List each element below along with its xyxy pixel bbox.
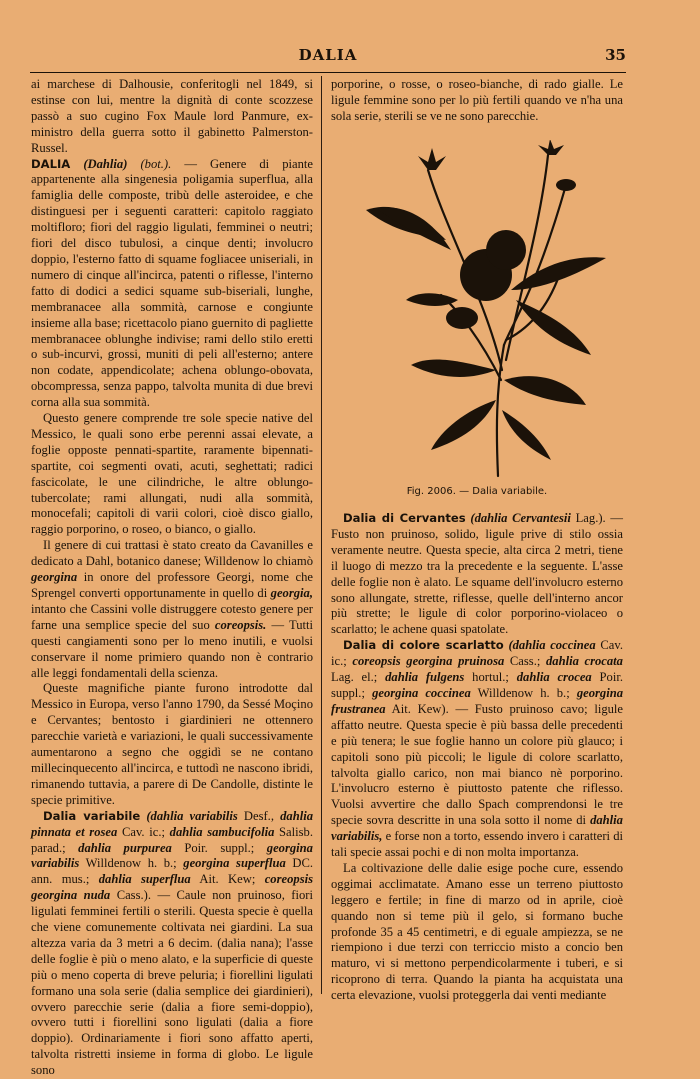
synonym: dahlia pinnata et rosea [31, 808, 313, 839]
paragraph-text: porporine, o rosse, o roseo-bianche, di rado gialle. Le ligule femmine sono per lo più fertili quando ve n'ha una sola serie, sterili se ve ne sono parecchie. [331, 77, 623, 123]
authority: Cass.; [509, 654, 541, 669]
text: — Tutti questi cangiamenti sono per lo meno inutili, e vuolsi conservare il nome primiero quando non è contrario alle leggi fondamentali della scienza. [31, 617, 313, 680]
dahlia-figure [336, 140, 620, 480]
paragraph-text: Queste magnifiche piante furono introdotte dal Messico in Europa, verso l'anno 1790, da Sessé Moçino e Cervantes; bentosto i giardinieri ne ottennero parecchie varietà e variazioni, le quali successivamente aumentarono a segno che oggidì se ne contano millecinquecento all'incirca, e tuttodì ne nascono ibridi, rimanendo tuttavia, a parere di De Candolle, distinte le specie primitive. [31, 681, 313, 807]
synonym: coreopsis georgina nuda [31, 872, 313, 903]
paragraph [31, 77, 313, 157]
synonym: georgina variabilis [31, 840, 313, 871]
text: Il genere di cui trattasi è stato creato da Cavanilles e dedicato a Dahl, botanico danese; Willdenow lo chiamò [31, 538, 313, 569]
synonym: georgina frustranea [331, 685, 624, 716]
authority: Cav. ic.; [331, 638, 623, 669]
column-divider [321, 76, 322, 994]
synonym: dahlia superflua [98, 872, 191, 887]
authority: Lag. el.; [331, 670, 378, 685]
paragraph [31, 538, 313, 681]
authority: Salisb. parad.; [31, 824, 313, 855]
entry-dalia [31, 157, 313, 412]
synonym: dahlia crocata [545, 654, 623, 669]
synonym: dahlia sambucifolia [169, 824, 275, 839]
entry-abbrev: (bot.). [140, 156, 172, 171]
entry-text: e forse non a torto, essendo invero i caratteri di tali specie assai pochi e di non molta importanza. [331, 829, 623, 860]
authority: hortul.; [472, 670, 509, 685]
entry-text: — Caule non pruinoso, fiori ligulati femminei fertili o sterili. Questa specie è quella che viene comunemente coltivata nei giardini. La sua altezza varia da 3 metri a 6 decim. (dalia nana); l'asse delle foglie è più o meno alato, e la superficie di queste più o meno coperta di breve peluria; i fiorellini ligulati formano una sola serie (dalia semplice dei giardinieri), ovvero parecchie serie (dalia a fiore semi-doppio), ovvero tutti i fiorellini sono ligulati (dalia a fiore doppio). Ordinariamente i fiori sono affatto aperti, talvolta ristretti insieme in forma di globo. Le ligule sono [31, 888, 313, 1078]
latin-term: georgina [31, 570, 78, 585]
figure-caption: Fig. 2006. — Dalia variabile. [406, 486, 548, 497]
right-column-top [331, 77, 623, 125]
synonym: dahlia crocea [516, 670, 592, 685]
entry-heading: DALIA [31, 156, 71, 171]
paragraph [331, 77, 623, 125]
synonym: (dahlia coccinea [508, 638, 596, 653]
synonym: (dahlia Cervantesii [470, 511, 571, 525]
paragraph-text: La coltivazione delle dalie esige poche cure, essendo oggimai acclimatate. Amano esse un terreno piuttosto leggero e fertile; in fine di marzo od in aprile, cioè quando non si teme più il gelo, si formano buche profonde 35 a 45 centimetri, e di eguale ampiezza, se ne riempiono i due terzi con terriccio misto a concio ben maturo, vi si mettono perpendicolarmente i tuberi, e si ricoprono di terra. Quando la pianta ha acquistata una certa elevazione, vuolsi proteggerla dai venti mediante [331, 860, 623, 1003]
entry-heading: Dalia variabile [43, 808, 141, 823]
page-number: 35 [605, 46, 626, 64]
synonym: dahlia variabilis, [331, 813, 623, 844]
synonym: coreopsis georgina pruinosa [352, 654, 505, 669]
entry-heading: Dalia di Cervantes [343, 511, 466, 525]
running-header [30, 46, 626, 68]
text: intanto che Cassini volle distruggere cotesto genere per farne una semplice specie del suo [31, 601, 313, 632]
entry-text: — Genere di piante appartenente alla singenesia poligamia superflua, alla famiglia delle composte, tribù delle asteroidee, e che distinguesi per i seguenti caratteri: capitolo raggiato moltifloro; fiori del raggio ligulati, femminei o neutri; fiori del disco tubulosi, a cinque denti; involucro doppio, l'esterno fatto di squame fogliacee uniseriali, in numero di cinque all'incirca, patenti o riflesse, l'interno fatto di dodici a sedici squame sub-biseriali, lunghe, membranacee alla sommità, carnose e congiunte insieme alla base; ricettacolo piano guernito di pagliette membranacee oblunghe indivise; rami dello stilo eretti o sub-incurvi, grossi, muniti di peli all'esterno; antere non codate, appendicolate; achena oblungo-obovata, obcompressa, senza pappo, talvolta munita di due brevi corna alla sua sommità. [31, 156, 313, 410]
paragraph [331, 861, 623, 1004]
entry-dalia-scarlatto [331, 638, 623, 861]
header-rule [30, 72, 626, 73]
text: in onore del professore Georgi, nome che Sprengel converti opportunamente in quello di [31, 570, 313, 600]
right-column-bottom [331, 511, 623, 1004]
authority: Willdenow h. b.; [85, 856, 177, 871]
paragraph-text: Questo genere comprende tre sole specie native del Messico, le quali sono erbe perenni assai elevate, a foglie opposte pennati-spartite, raramente bipennati-spartite, coi segmenti ovati, acuti, seghettati; radici fascicolate, le une cilindriche, le altre oblungo-tubercolate; rami allungati, nudi alla sommità, monocefali; capitoli di varii colori, cioè disco giallo, raggio porporino, o roseo, o bianco, o giallo. [31, 411, 313, 537]
header-title: DALIA [298, 46, 358, 64]
authority: Lag.). [575, 511, 606, 525]
entry-heading: Dalia di colore scarlatto [343, 638, 504, 653]
synonym: georgina superflua [183, 856, 286, 871]
authority: Ait. Kew; [199, 872, 256, 887]
authority: Desf., [243, 808, 274, 823]
paragraph-text: ai marchese di Dalhousie, conferitogli nel 1849, si estinse con lui, mentre la dignità di conte scozzese passò a suo cugino Fox Maule lord Panmure, ex-ministro della guerra sotto il gabinetto Palmerston-Russel. [31, 77, 313, 155]
synonym: (dahlia variabilis [146, 808, 238, 823]
authority: Willdenow h. b.; [477, 685, 570, 700]
authority: Poir. suppl.; [184, 840, 255, 855]
authority: Ait. Kew). [391, 701, 449, 716]
left-column [31, 77, 313, 1079]
entry-dalia-cervantes [331, 511, 623, 638]
authority: Cass.). [116, 888, 151, 903]
entry-text: — Fusto pruinoso cavo; ligule affatto neutre. Questa specie è più bassa delle precedenti e più tenera; le sue foglie hanno un colore più glauco; i capitoli sono più piccoli; le ligule di colore scarlatto, talvolta giallo carico, non mai bianco nè porporino. L'involucro esterno è piuttosto patente che riflesso. Vuolsi avvertire che dallo Spach comprendonsi le tre specie sovra descritte in una sola sotto il nome di [331, 701, 623, 828]
synonym: dahlia fulgens [385, 670, 465, 685]
entry-text: — Fusto non pruinoso, solido, ligule prive di stilo ossia veramente neutre. Questa specie, alta circa 2 metri, tiene il luogo di mezzo tra la precedente e la seguente. L'asse delle foglie non è alato. Le squame dell'involucro esterno sono allungate, strette, riflesse, quelle dell'interno ancor più strette; le ligule di color porporino-violaceo o scarlatto; le achene quasi spatolate. [331, 511, 623, 637]
paragraph [31, 681, 313, 808]
latin-term: coreopsis. [214, 617, 267, 632]
authority: Cav. ic.; [121, 824, 165, 839]
latin-term: georgia, [270, 586, 313, 600]
synonym: georgina coccinea [372, 685, 471, 700]
entry-dalia-variabile [31, 809, 313, 1079]
entry-latin: (Dahlia) [83, 156, 128, 171]
authority: DC. ann. mus.; [31, 856, 313, 887]
paragraph [31, 411, 313, 538]
authority: Poir. suppl.; [331, 670, 623, 700]
synonym: dahlia purpurea [78, 840, 172, 855]
dahlia-plant-icon [336, 140, 620, 480]
